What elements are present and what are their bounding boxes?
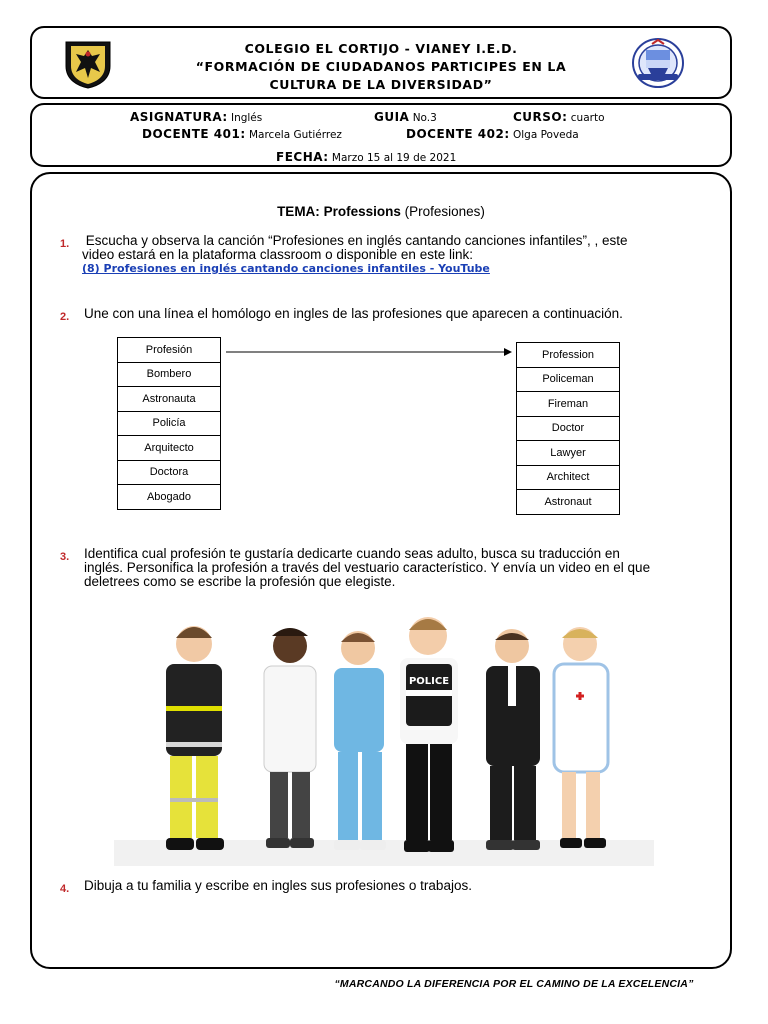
guide-value: No.3 bbox=[412, 112, 437, 124]
spanish-profession-cell: Policía bbox=[118, 411, 221, 436]
english-profession-cell: Fireman bbox=[517, 392, 620, 417]
motto-line-2: CULTURA DE LA DIVERSIDAD” bbox=[269, 77, 493, 92]
english-profession-row bbox=[517, 343, 620, 368]
school-emblem-icon bbox=[630, 36, 686, 90]
activity-1-number: 1. bbox=[60, 238, 70, 250]
spanish-profession-cell: Abogado bbox=[118, 485, 221, 510]
motto-line-1: “FORMACIÓN DE CIUDADANOS PARTICIPES EN LA bbox=[195, 59, 567, 74]
english-profession-cell: Policeman bbox=[517, 367, 620, 392]
activity-3-line-2: inglés. Personifica la profesión a través del vestuario característico. Y envía un video en el que bbox=[84, 560, 651, 575]
english-profession-cell: Profession bbox=[517, 343, 620, 368]
spanish-profession-cell: Arquitecto bbox=[118, 436, 221, 461]
activity-2-text: Une con una línea el homólogo en ingles de las profesiones que aparecen a continuación. bbox=[84, 306, 623, 321]
course-value: cuarto bbox=[570, 112, 605, 124]
topic-heading bbox=[32, 204, 730, 219]
topic-label: TEMA: bbox=[277, 204, 320, 219]
english-profession-row bbox=[517, 465, 620, 490]
spanish-profession-row bbox=[118, 338, 221, 363]
english-professions-table bbox=[516, 342, 620, 515]
teacher-401-value: Marcela Gutiérrez bbox=[248, 129, 342, 141]
spanish-profession-cell: Astronauta bbox=[118, 387, 221, 412]
spanish-profession-row bbox=[118, 387, 221, 412]
teacher-402-label: DOCENTE 402: bbox=[406, 127, 510, 141]
course-label: CURSO: bbox=[513, 110, 568, 124]
header-box bbox=[30, 26, 732, 99]
youtube-link[interactable]: (8) Profesiones en inglés cantando canciones infantiles - YouTube bbox=[82, 262, 490, 275]
english-profession-cell: Doctor bbox=[517, 416, 620, 441]
spanish-profession-row bbox=[118, 460, 221, 485]
english-profession-cell: Architect bbox=[517, 465, 620, 490]
english-profession-row bbox=[517, 490, 620, 515]
topic-translation: (Profesiones) bbox=[404, 204, 485, 219]
activity-4-text: Dibuja a tu familia y escribe en ingles sus profesiones o trabajos. bbox=[84, 878, 472, 893]
teacher-402-value: Olga Poveda bbox=[512, 129, 579, 141]
spanish-profession-row bbox=[118, 362, 221, 387]
guide-label: GUIA bbox=[374, 110, 410, 124]
topic-title: Professions bbox=[323, 204, 401, 219]
activity-1-line-1: Escucha y observa la canción “Profesiones en inglés cantando canciones infantiles”, , este bbox=[82, 233, 628, 248]
subject-value: Inglés bbox=[230, 112, 263, 124]
activity-4-number: 4. bbox=[60, 883, 70, 895]
school-name: COLEGIO EL CORTIJO - VIANEY I.E.D. bbox=[244, 41, 518, 56]
spanish-profession-row bbox=[118, 436, 221, 461]
activity-1-line-2: video estará en la plataforma classroom o disponible en este link: bbox=[82, 247, 473, 262]
activity-3-line-1: Identifica cual profesión te gustaría dedicarte cuando seas adulto, busca su traducción en bbox=[84, 546, 620, 561]
footer-slogan: “MARCANDO LA DIFERENCIA POR EL CAMINO DE LA EXCELENCIA” bbox=[334, 978, 694, 990]
police-vest-text: POLICE bbox=[408, 676, 450, 687]
date-label: FECHA: bbox=[276, 150, 329, 164]
spanish-profession-row bbox=[118, 485, 221, 510]
activity-2-number: 2. bbox=[60, 311, 70, 323]
spanish-profession-cell: Profesión bbox=[118, 338, 221, 363]
activity-3-number: 3. bbox=[60, 551, 70, 563]
english-profession-cell: Astronaut bbox=[517, 490, 620, 515]
bogota-coat-of-arms-icon bbox=[62, 38, 114, 90]
children-costumes-photo bbox=[114, 602, 654, 866]
english-profession-row bbox=[517, 441, 620, 466]
english-profession-cell: Lawyer bbox=[517, 441, 620, 466]
activity-1 bbox=[82, 234, 722, 276]
subject-label: ASIGNATURA: bbox=[130, 110, 228, 124]
date-value: Marzo 15 al 19 de 2021 bbox=[331, 152, 457, 164]
example-connector-arrow bbox=[224, 346, 514, 358]
activity-3 bbox=[84, 547, 724, 589]
spanish-profession-row bbox=[118, 411, 221, 436]
teacher-401-label: DOCENTE 401: bbox=[142, 127, 246, 141]
english-profession-row bbox=[517, 392, 620, 417]
activity-3-line-3: deletrees como se escribe la profesión que elegiste. bbox=[84, 574, 396, 589]
english-profession-row bbox=[517, 416, 620, 441]
spanish-profession-cell: Doctora bbox=[118, 460, 221, 485]
info-box bbox=[30, 103, 732, 167]
english-profession-row bbox=[517, 367, 620, 392]
spanish-profession-cell: Bombero bbox=[118, 362, 221, 387]
spanish-professions-table bbox=[117, 337, 221, 510]
